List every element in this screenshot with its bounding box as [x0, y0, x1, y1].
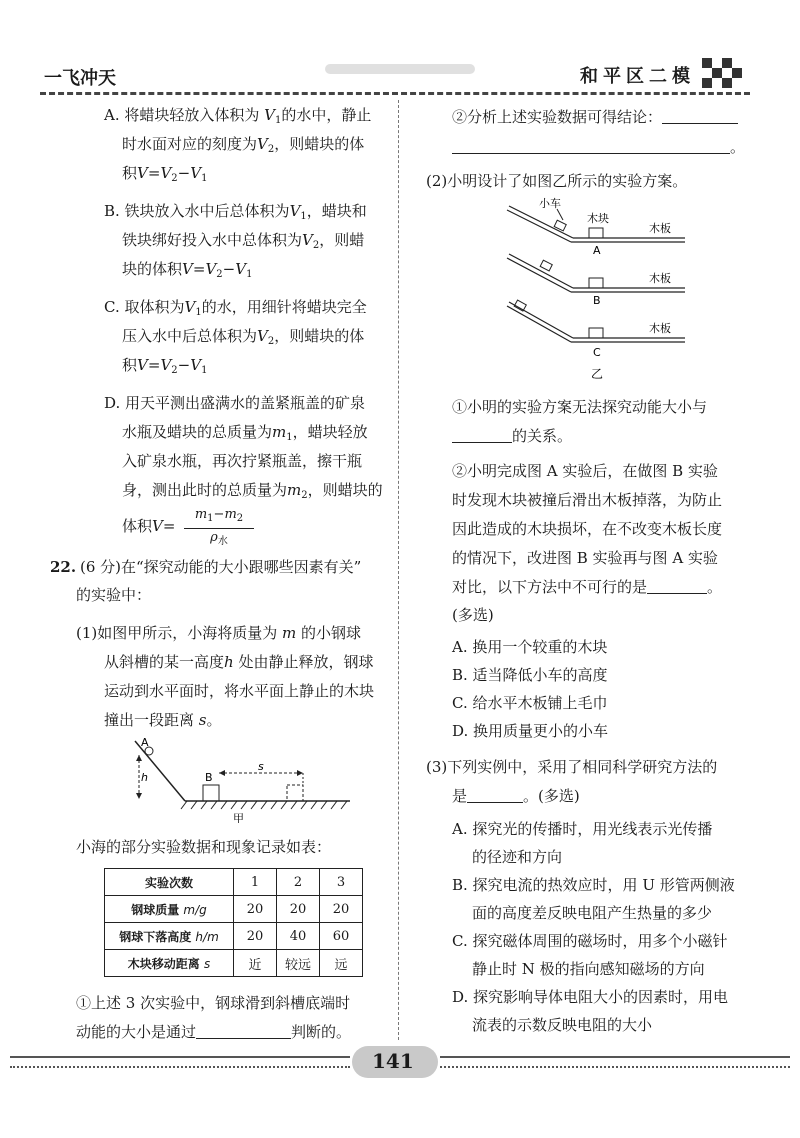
- q21-option-a-line3: 积$V=V_2-V_1$: [122, 164, 208, 184]
- answer-blank[interactable]: [647, 577, 707, 594]
- q22-p1-line2: 从斜槽的某一高度h 处由静止释放，钢球: [104, 653, 374, 671]
- p3-option-d-line2: 流表的示数反映电阻的大小: [472, 1016, 653, 1034]
- answer-blank[interactable]: [467, 786, 523, 803]
- label-c: C: [593, 346, 601, 359]
- p2-option-c: C. 给水平木板铺上毛巾: [452, 694, 608, 712]
- answer-blank[interactable]: [452, 426, 512, 443]
- table-cell: 远: [320, 950, 363, 977]
- figure-yi: [505, 196, 705, 386]
- figure-yi-caption: 乙: [591, 367, 604, 381]
- table-cell: 60: [320, 923, 363, 950]
- q21-option-d-line3: 入矿泉水瓶，再次拧紧瓶盖，擦干瓶: [122, 452, 363, 470]
- q21-option-d-line1: D. 用天平测出盛满水的盖紧瓶盖的矿泉: [104, 394, 366, 412]
- table-cell: 1: [234, 869, 277, 896]
- table-intro: 小海的部分实验数据和现象记录如表：: [76, 838, 332, 856]
- q21-option-d-line5: 体积V=: [122, 517, 176, 535]
- q21-option-c-line2: 压入水中后总体积为$V_2$，则蜡块的体: [122, 327, 365, 347]
- label-b: B: [205, 771, 213, 784]
- label-a: A: [593, 244, 601, 257]
- table-cell: 2: [277, 869, 320, 896]
- p3-option-b-line2: 面的高度差反映电阻产生热量的多少: [472, 904, 713, 922]
- header-title: 和平区二模: [580, 66, 695, 87]
- q22-p2-q2-line1: ②小明完成图 A 实验后，在做图 B 实验: [452, 462, 718, 480]
- q22-p1-q2-line2: 。: [452, 136, 745, 158]
- footer-border-right: [440, 1056, 790, 1068]
- p3-option-b-line1: B. 探究电流的热效应时，用 U 形管两侧液: [452, 876, 735, 894]
- label-b: B: [593, 294, 601, 307]
- q22-p1-q1-line1: ①上述 3 次实验中，钢球滑到斜槽底端时: [76, 994, 351, 1012]
- q21-option-c-line3: 积$V=V_2-V_1$: [122, 356, 208, 376]
- toy-car: [540, 260, 552, 271]
- table-row: [105, 950, 363, 977]
- q21-option-b-line3: 块的体积$V=V_2-V_1$: [122, 260, 253, 280]
- label-car: 小车: [539, 197, 561, 210]
- table-row: [105, 923, 363, 950]
- q22-p1-q1-line2: 动能的大小是通过 判断的。: [76, 1023, 352, 1041]
- header-checker-decoration: [700, 56, 746, 90]
- table-cell: 钢球下落高度 h/m: [105, 923, 234, 950]
- data-table: [104, 868, 363, 977]
- answer-blank[interactable]: [452, 137, 730, 154]
- table-cell: 较远: [277, 950, 320, 977]
- q21-option-b-line2: 铁块绑好投入水中总体积为$V_2$，则蜡: [122, 231, 365, 251]
- page-number: 141: [372, 1049, 414, 1073]
- q22-p1-q2-line1: ②分析上述实验数据可得结论：: [452, 106, 738, 128]
- q22-p2-q2-line4: 的情况下，改进图 B 实验再与图 A 实验: [452, 549, 718, 567]
- label-board-c: 木板: [649, 322, 671, 335]
- header-smudge: [325, 64, 475, 74]
- table-cell: 40: [277, 923, 320, 950]
- q21-option-d-line4: 身，测出此时的总质量为$m_2$，则蜡块的: [122, 481, 383, 501]
- label-block: 木块: [587, 212, 609, 225]
- table-cell: 钢球质量 m/g: [105, 896, 234, 923]
- q21-option-a-line2: 时水面对应的刻度为$V_2$，则蜡块的体: [122, 135, 365, 155]
- p3-option-a-line1: A. 探究光的传播时，用光线表示光传播: [452, 820, 713, 838]
- q22-p1-line1: (1)如图甲所示，小海将质量为 m 的小钢球: [76, 624, 362, 642]
- label-board-b: 木板: [649, 272, 671, 285]
- q22-p1-line3: 运动到水平面时，将水平面上静止的木块: [104, 682, 375, 700]
- p3-option-c-line2: 静止时 N 极的指向感知磁场的方向: [472, 960, 705, 978]
- p2-option-d: D. 换用质量更小的小车: [452, 722, 609, 740]
- column-divider: [398, 100, 399, 1040]
- table-cell: 20: [320, 896, 363, 923]
- table-cell: 近: [234, 950, 277, 977]
- q21-option-b-line1: B. 铁块放入水中后总体积为$V_1$，蜡块和: [104, 202, 367, 222]
- table-row: [105, 869, 363, 896]
- q22-p2-q1-line2: 的关系。: [452, 425, 572, 447]
- wood-block: [589, 228, 603, 238]
- table-cell: 20: [277, 896, 320, 923]
- p3-option-d-line1: D. 探究影响导体电阻大小的因素时，用电: [452, 988, 729, 1006]
- q22-p3-line2: 是 。(多选): [452, 787, 580, 805]
- q22-p2-q2-line3: 因此造成的木块损坏，在不改变木板长度: [452, 520, 723, 538]
- q22-p2-q1-line1: ①小明的实验方案无法探究动能大小与: [452, 398, 708, 416]
- figure-jia: [125, 733, 355, 823]
- p3-option-a-line2: 的径迹和方向: [472, 848, 563, 866]
- table-row: [105, 896, 363, 923]
- label-a: A: [141, 736, 149, 749]
- p2-option-a: A. 换用一个较重的木块: [452, 638, 608, 656]
- wood-block: [203, 785, 219, 801]
- label-h: h: [141, 771, 148, 784]
- density-formula: $m_1-m_2$ $\rho_水$: [184, 506, 254, 551]
- label-board-a: 木板: [649, 222, 671, 235]
- p2-option-b: B. 适当降低小车的高度: [452, 666, 608, 684]
- q22-p1-line4: 撞出一段距离 s。: [104, 711, 222, 729]
- answer-blank[interactable]: [196, 1022, 291, 1039]
- wood-block: [589, 278, 603, 288]
- table-cell: 20: [234, 896, 277, 923]
- label-s: s: [258, 760, 264, 773]
- footer-border-left: [10, 1056, 350, 1068]
- header-brand: 一飞冲天: [44, 68, 116, 89]
- q21-option-d-line2: 水瓶及蜡块的总质量为$m_1$，蜡块轻放: [122, 423, 368, 443]
- q21-option-a-line1: A. 将蜡块轻放入体积为 $V_1$的水中，静止: [104, 106, 372, 126]
- q22-p2-q2-line2: 时发现木块被撞后滑出木板掉落，为防止: [452, 491, 723, 509]
- table-cell: 3: [320, 869, 363, 896]
- wood-block: [589, 328, 603, 338]
- q22-stem-line2: 的实验中：: [76, 586, 152, 604]
- table-cell: 20: [234, 923, 277, 950]
- header-rule: [40, 92, 750, 95]
- wood-block-moved: [287, 785, 303, 801]
- q22-p3-line1: (3)下列实例中，采用了相同科学研究方法的: [426, 758, 718, 776]
- q21-option-c-line1: C. 取体积为$V_1$的水，用细针将蜡块完全: [104, 298, 367, 318]
- q22-number: 22.: [50, 558, 77, 576]
- multi-select-note: (多选): [452, 606, 494, 624]
- figure-jia-caption: 甲: [233, 812, 244, 823]
- table-cell: 木块移动距离 s: [105, 950, 234, 977]
- answer-blank[interactable]: [662, 107, 738, 124]
- q22-p2-stem: (2)小明设计了如图乙所示的实验方案。: [426, 172, 688, 190]
- q22-p2-q2-line5: 对比，以下方法中不可行的是 。: [452, 578, 723, 596]
- table-cell: 实验次数: [105, 869, 234, 896]
- q22-stem-line1: (6 分)在“探究动能的大小跟哪些因素有关”: [80, 558, 362, 576]
- p3-option-c-line1: C. 探究磁体周围的磁场时，用多个小磁针: [452, 932, 728, 950]
